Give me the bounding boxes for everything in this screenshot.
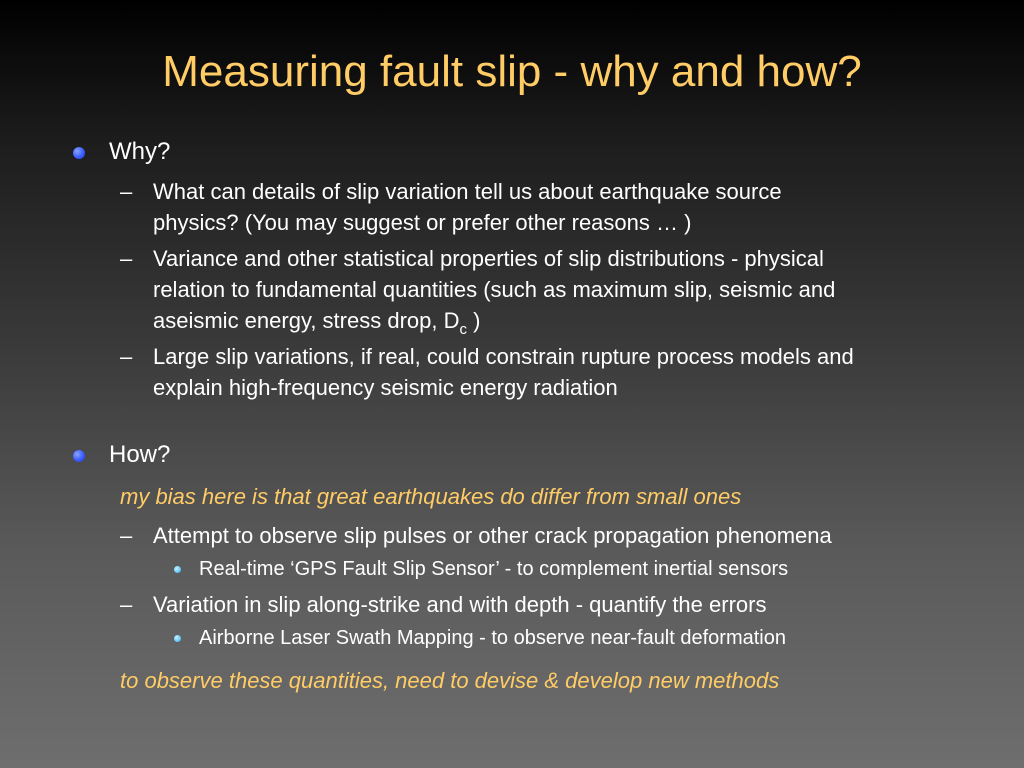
bias-note: my bias here is that great earthquakes do differ from small ones — [120, 484, 742, 509]
why-point-2-line-1: Variance and other statistical properties of slip distributions - physical — [153, 246, 824, 271]
how-point-2-sub: Airborne Laser Swath Mapping - to observe near-fault deformation — [199, 627, 786, 649]
why-point-2-line-2: relation to fundamental quantities (such as maximum slip, seismic and — [153, 277, 836, 302]
why-heading: Why? — [109, 138, 171, 165]
why-point-3-line-1: Large slip variations, if real, could constrain rupture process models and — [153, 344, 854, 369]
dash-icon: – — [120, 592, 133, 617]
dash-icon: – — [120, 246, 133, 271]
why-point-1-line-2: physics? (You may suggest or prefer other reasons … ) — [153, 210, 692, 235]
how-heading: How? — [109, 441, 171, 468]
why-point-3 — [153, 341, 983, 403]
dc-subscript: c — [459, 321, 467, 338]
why-point-2 — [153, 243, 983, 339]
why-point-2-line-3-tail: ) — [466, 308, 481, 333]
why-point-1-line-1: What can details of slip variation tell us about earthquake source — [153, 179, 782, 204]
how-point-2: Variation in slip along-strike and with depth - quantify the errors — [153, 592, 767, 617]
dash-icon: – — [120, 523, 133, 548]
why-point-3-line-2: explain high-frequency seismic energy radiation — [153, 375, 618, 400]
how-point-1: Attempt to observe slip pulses or other crack propagation phenomena — [153, 523, 832, 548]
bullet-icon — [73, 147, 85, 159]
slide-title: Measuring fault slip - why and how? — [162, 47, 862, 96]
sub-bullet-icon — [174, 635, 181, 642]
why-point-2-line-3 — [153, 305, 983, 339]
dash-icon: – — [120, 344, 133, 369]
why-point-1 — [153, 176, 983, 238]
why-point-2-line-3-main: aseismic energy, stress drop, D — [153, 308, 460, 333]
sub-bullet-icon — [174, 566, 181, 573]
how-point-1-sub: Real-time ‘GPS Fault Slip Sensor’ - to complement inertial sensors — [199, 558, 789, 580]
dash-icon: – — [120, 179, 133, 204]
closing-note: to observe these quantities, need to devise & develop new methods — [120, 668, 780, 693]
bullet-icon — [73, 450, 85, 462]
